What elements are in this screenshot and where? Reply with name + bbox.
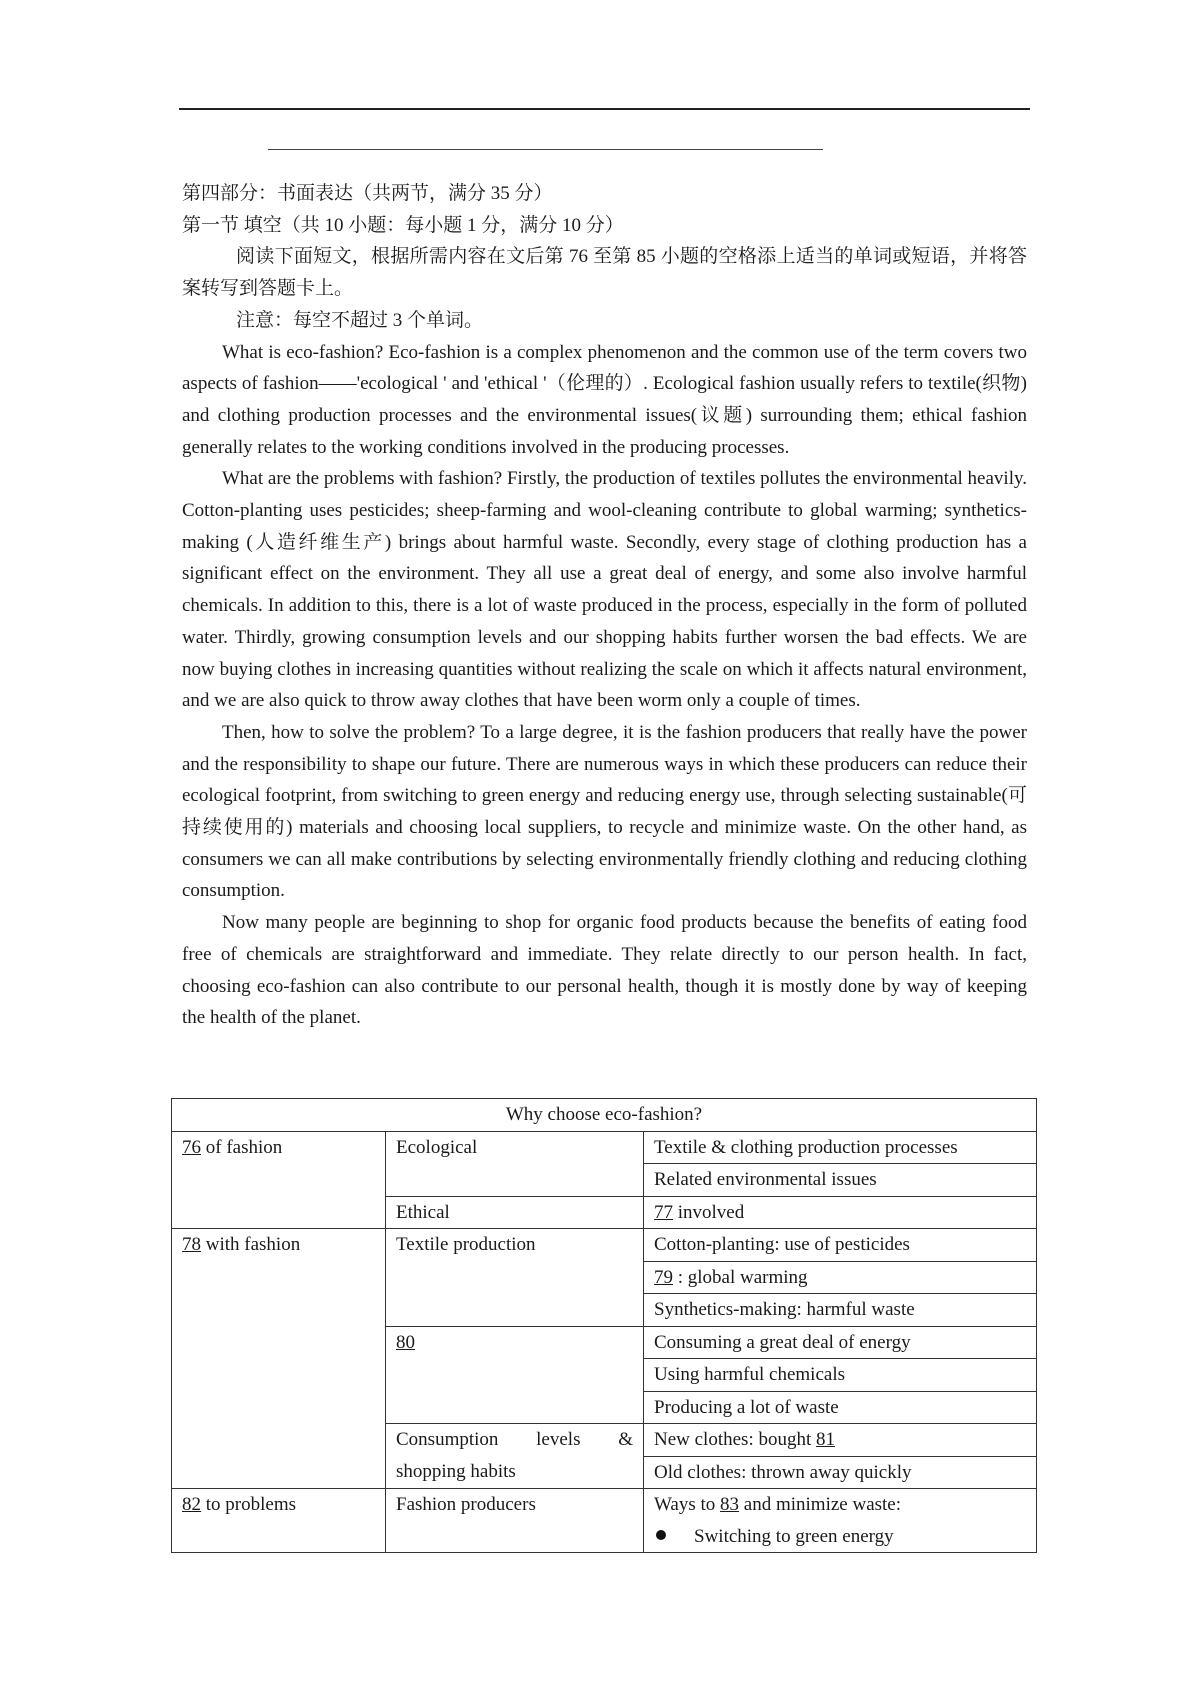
consumption-line-2: shopping habits xyxy=(396,1460,516,1482)
category-consumption xyxy=(386,1424,644,1489)
detail-cell xyxy=(644,1261,1037,1294)
blank-78: 78 xyxy=(182,1234,201,1255)
category-ecological: Ecological xyxy=(386,1131,644,1196)
word: Consumption xyxy=(396,1429,499,1450)
row-heading-text: of fashion xyxy=(201,1136,283,1158)
detail-cell xyxy=(644,1489,1037,1553)
table-row xyxy=(172,1229,1037,1262)
word: & xyxy=(618,1429,633,1450)
instruction-text: 阅读下面短文，根据所需内容在文后第 76 至第 85 小题的空格添上适当的单词或短语，并将答案转写到答题卡上。 xyxy=(182,246,1027,300)
blank-83: 83 xyxy=(720,1494,740,1515)
word: levels xyxy=(536,1429,581,1450)
passage-paragraph-2: What are the problems with fashion? Firstly, the production of textiles pollutes the environmental heavily. Cotton-planting uses pesticides; sheep-farming and wool-cleaning contribute to global warming; synthetics-making (人造纤维生产) brings about harmful waste. Secondly, every stage of clothing production has a significant effect on the environment. They all use a great deal of energy, and some also involve harmful chemicals. In addition to this, there is a lot of waste produced in the process, especially in the form of polluted water. Thirdly, growing consumption levels and our shopping habits further worsen the bad effects. We are now buying clothes in increasing quantities without realizing the scale on which it affects natural environment, and we are also quick to throw away clothes that have been worm only a couple of times. xyxy=(182,468,1027,712)
detail-cell: Textile & clothing production processes xyxy=(644,1131,1037,1164)
passage-paragraph-1: What is eco-fashion? Eco-fashion is a complex phenomenon and the common use of the term covers two aspects of fashion——'ecological ' and 'ethical '（伦理的）. Ecological fashion usually refers to textile(织物) and clothing production processes and the environmental issues(议题) surrounding them; ethical fashion generally relates to the working conditions involved in the producing processes. xyxy=(182,341,1027,458)
blank-82: 82 xyxy=(182,1494,201,1515)
detail-cell: Cotton-planting: use of pesticides xyxy=(644,1229,1037,1262)
detail-cell: Consuming a great deal of energy xyxy=(644,1326,1037,1359)
table-row xyxy=(172,1131,1037,1164)
passage-paragraph-3: Then, how to solve the problem? To a large degree, it is the fashion producers that really have the power and the responsibility to shape our future. There are numerous ways in which these producers can reduce their ecological footprint, from switching to green energy and reducing energy use, through selecting sustainable(可持续使用的) materials and choosing local suppliers, to recycle and minimize waste. On the other hand, as consumers we can all make contributions by selecting environmentally friendly clothing and reducing clothing consumption. xyxy=(182,721,1027,902)
row-heading-solutions xyxy=(172,1489,386,1553)
detail-cell: Related environmental issues xyxy=(644,1164,1037,1197)
row-heading-problems xyxy=(172,1229,386,1489)
category-ethical: Ethical xyxy=(386,1196,644,1229)
detail-text: : global warming xyxy=(673,1266,808,1288)
summary-table xyxy=(171,1098,1037,1553)
ways-line xyxy=(654,1489,1026,1521)
document-body xyxy=(182,178,1027,1034)
row-heading-aspects xyxy=(172,1131,386,1229)
detail-text: Ways to xyxy=(654,1494,721,1515)
blank-76: 76 xyxy=(182,1136,201,1158)
detail-cell: Synthetics-making: harmful waste xyxy=(644,1294,1037,1327)
row-heading-text: to problems xyxy=(201,1494,296,1515)
note-text: 注意：每空不超过 3 个单词。 xyxy=(236,309,484,331)
detail-cell: Old clothes: thrown away quickly xyxy=(644,1456,1037,1489)
part-title: 第四部分：书面表达（共两节，满分 35 分） xyxy=(182,183,553,204)
header-rule xyxy=(179,108,1030,110)
table-row xyxy=(172,1489,1037,1553)
dashed-separator xyxy=(268,149,823,150)
detail-cell xyxy=(644,1196,1037,1229)
detail-cell: Producing a lot of waste xyxy=(644,1391,1037,1424)
bullet-icon xyxy=(656,1530,666,1540)
bullet-text: Switching to green energy xyxy=(694,1525,894,1547)
detail-text: New clothes: bought xyxy=(654,1429,817,1450)
blank-81: 81 xyxy=(816,1429,836,1450)
detail-cell xyxy=(644,1424,1037,1457)
bullet-item xyxy=(654,1521,1026,1553)
blank-80: 80 xyxy=(396,1331,415,1353)
detail-text: involved xyxy=(673,1201,745,1223)
detail-text: and minimize waste: xyxy=(739,1494,902,1515)
section-subtitle: 第一节 填空（共 10 小题：每小题 1 分，满分 10 分） xyxy=(182,214,624,236)
detail-cell: Using harmful chemicals xyxy=(644,1359,1037,1392)
blank-77: 77 xyxy=(654,1201,673,1223)
table-title-row xyxy=(172,1099,1037,1132)
category-fashion-producers: Fashion producers xyxy=(386,1489,644,1553)
row-heading-text: with fashion xyxy=(201,1234,301,1255)
passage-paragraph-4: Now many people are beginning to shop for organic food products because the benefits of eating food free of chemicals are straightforward and immediate. They relate directly to our person health. In fact, choosing eco-fashion can also contribute to our personal health, though it is mostly done by way of keeping the health of the planet. xyxy=(182,912,1027,1029)
consumption-line-1 xyxy=(396,1424,633,1456)
table-title: Why choose eco-fashion? xyxy=(172,1099,1037,1132)
blank-79: 79 xyxy=(654,1266,673,1288)
category-clothing-production xyxy=(386,1326,644,1424)
category-textile-production: Textile production xyxy=(386,1229,644,1327)
